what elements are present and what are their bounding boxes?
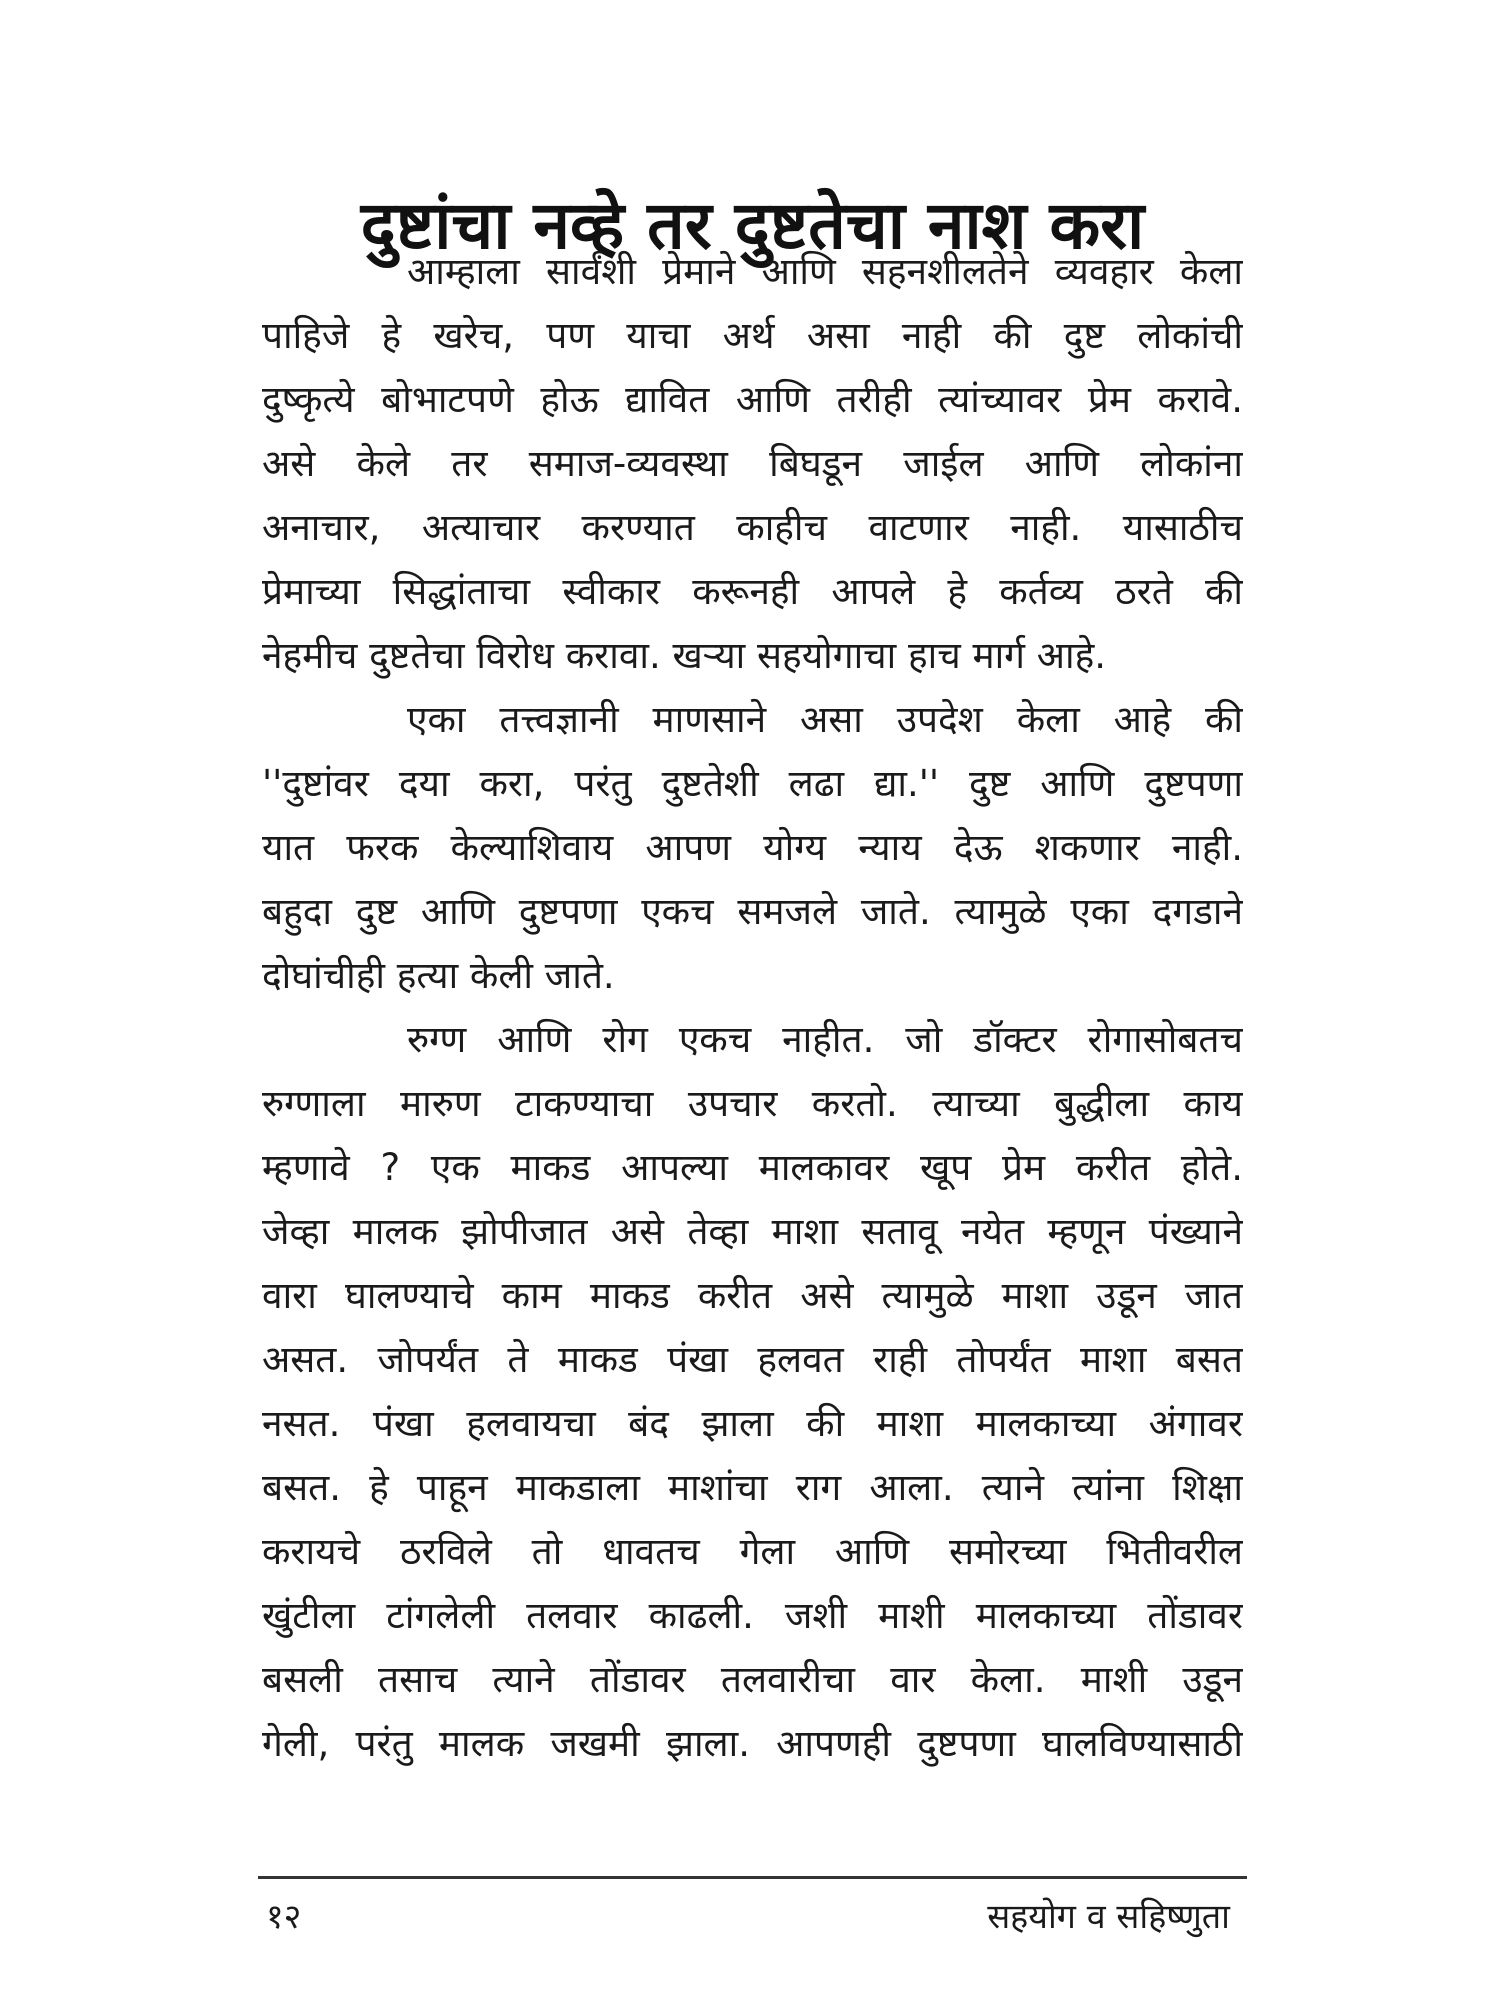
text-line: म्हणावे ? एक माकड आपल्या मालकावर खूप प्रेम करीत होते.	[262, 1146, 1243, 1189]
text-line: बहुदा दुष्ट आणि दुष्टपणा एकच समजले जाते. त्यामुळे एका दगडाने	[262, 890, 1243, 933]
text-line: गेली, परंतु मालक जखमी झाला. आपणही दुष्टपणा घालविण्यासाठी	[262, 1722, 1243, 1765]
text-line: प्रेमाच्या सिद्धांताचा स्वीकार करूनही आपले हे कर्तव्य ठरते की	[262, 570, 1243, 613]
text-line: दोघांचीही हत्या केली जाते.	[262, 954, 615, 997]
body-text	[262, 240, 1243, 1776]
text-line: अनाचार, अत्याचार करण्यात काहीच वाटणार नाही. यासाठीच	[262, 506, 1243, 549]
text-line: बसली तसाच त्याने तोंडावर तलवारीचा वार केला. माशी उडून	[262, 1658, 1243, 1701]
running-title: सहयोग व सहिष्णुता	[987, 1897, 1230, 1937]
text-line: बसत. हे पाहून माकडाला माशांचा राग आला. त्याने त्यांना शिक्षा	[262, 1466, 1243, 1509]
text-line: दुष्कृत्ये बोभाटपणे होऊ द्यावित आणि तरीही त्यांच्यावर प्रेम करावे.	[262, 378, 1243, 421]
text-line: नसत. पंखा हलवायचा बंद झाला की माशा मालकाच्या अंगावर	[262, 1402, 1243, 1445]
page-number: १२	[266, 1897, 302, 1937]
text-line: असत. जोपर्यंत ते माकड पंखा हलवत राही तोपर्यंत माशा बसत	[262, 1338, 1243, 1381]
text-line: रुग्णाला मारुण टाकण्याचा उपचार करतो. त्याच्या बुद्धीला काय	[262, 1082, 1243, 1125]
footer-divider	[258, 1876, 1247, 1879]
text-line: पाहिजे हे खरेच, पण याचा अर्थ असा नाही की दुष्ट लोकांची	[262, 314, 1243, 357]
page-title: दुष्टांचा नव्हे तर दुष्टतेचा नाश करा	[360, 187, 1145, 265]
text-line: वारा घालण्याचे काम माकड करीत असे त्यामुळे माशा उडून जात	[262, 1274, 1243, 1317]
text-line: ''दुष्टांवर दया करा, परंतु दुष्टतेशी लढा द्या.'' दुष्ट आणि दुष्टपणा	[262, 762, 1243, 805]
text-line: यात फरक केल्याशिवाय आपण योग्य न्याय देऊ शकणार नाही.	[262, 826, 1243, 869]
text-line: एका तत्त्वज्ञानी माणसाने असा उपदेश केला आहे की	[407, 698, 1243, 741]
text-line: असे केले तर समाज-व्यवस्था बिघडून जाईल आणि लोकांना	[262, 442, 1243, 485]
text-line: नेहमीच दुष्टतेचा विरोध करावा. खऱ्या सहयोगाचा हाच मार्ग आहे.	[262, 634, 1106, 677]
text-line: करायचे ठरविले तो धावतच गेला आणि समोरच्या भितीवरील	[262, 1530, 1243, 1573]
text-line: आम्हाला सार्वंशी प्रेमाने आणि सहनशीलतेने व्यवहार केला	[407, 250, 1243, 293]
text-line: खुंटीला टांगलेली तलवार काढली. जशी माशी मालकाच्या तोंडावर	[262, 1594, 1243, 1637]
text-line: जेव्हा मालक झोपीजात असे तेव्हा माशा सतावू नयेत म्हणून पंख्याने	[262, 1210, 1243, 1253]
text-line: रुग्ण आणि रोग एकच नाहीत. जो डॉक्टर रोगासोबतच	[407, 1018, 1243, 1061]
